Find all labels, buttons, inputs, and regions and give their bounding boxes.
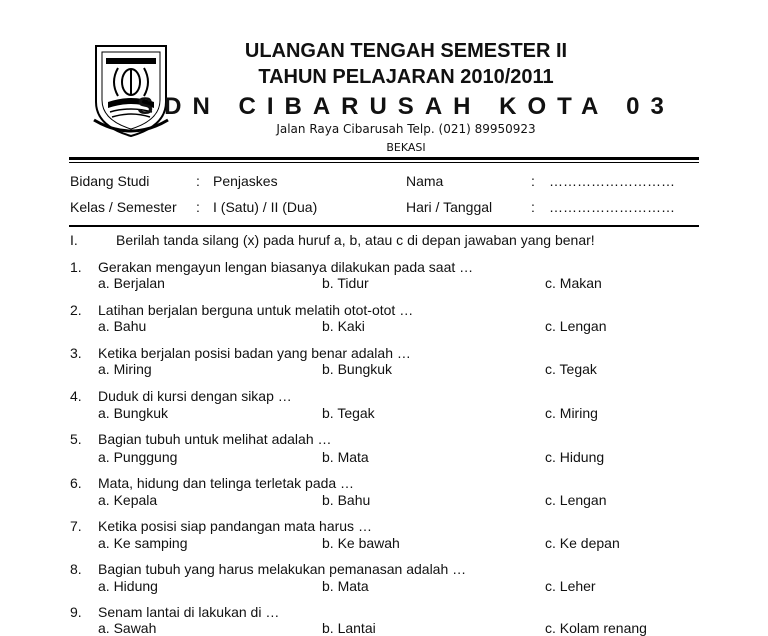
option-c: c. Lengan [545,318,607,334]
option-c: c. Miring [545,405,598,421]
option-a: a. Kepala [98,492,158,508]
question-text: Bagian tubuh untuk melihat adalah … [98,431,332,447]
question-number: 9. [70,604,82,620]
name-label: Nama [406,173,444,189]
option-c: c. Leher [545,578,596,594]
section-number: I. [70,232,78,248]
question-number: 4. [70,388,82,404]
question-text: Senam lantai di lakukan di … [98,604,280,620]
name-colon: : [531,173,535,189]
school-city: BEKASI [386,141,426,154]
subject-colon: : [196,173,200,189]
date-label: Hari / Tanggal [406,199,493,215]
option-b: b. Tegak [322,405,375,421]
option-c: c. Hidung [545,449,605,465]
option-c: c. Lengan [545,492,607,508]
option-a: a. Bahu [98,318,147,334]
question-text: Gerakan mengayun lengan biasanya dilakukan pada saat … [98,259,474,275]
question-number: 3. [70,345,82,361]
option-a: a. Hidung [98,578,158,594]
question-number: 2. [70,302,82,318]
option-c: c. Tegak [545,361,597,377]
question-text: Latihan berjalan berguna untuk melatih otot-otot … [98,302,414,318]
class-label: Kelas / Semester [70,199,177,215]
question-number: 6. [70,475,82,491]
question-number: 8. [70,561,82,577]
question-text: Mata, hidung dan telinga terletak pada … [98,475,355,491]
option-b: b. Kaki [322,318,365,334]
question-number: 5. [70,431,82,447]
option-b: b. Tidur [322,275,369,291]
class-value: I (Satu) / II (Dua) [213,199,318,215]
option-b: b. Mata [322,578,369,594]
section-instruction: Berilah tanda silang (x) pada huruf a, b, atau c di depan jawaban yang benar! [116,232,595,248]
option-a: a. Sawah [98,620,157,636]
option-b: b. Bahu [322,492,371,508]
exam-title: ULANGAN TENGAH SEMESTER II [244,40,568,62]
question-text: Bagian tubuh yang harus melakukan pemanasan adalah … [98,561,467,577]
option-c: c. Kolam renang [545,620,647,636]
school-address: Jalan Raya Cibarusah Telp. (021) 89950923 [276,122,536,136]
option-a: a. Punggung [98,449,178,465]
question-number: 7. [70,518,82,534]
subject-value: Penjaskes [213,173,278,189]
option-b: b. Ke bawah [322,535,400,551]
question-text: Ketika posisi siap pandangan mata harus … [98,518,372,534]
name-blank: ……………………… [549,173,675,189]
class-colon: : [196,199,200,215]
option-a: a. Berjalan [98,275,165,291]
school-name: SDN CIBARUSAH KOTA 03 [137,93,675,120]
info-divider [69,225,699,227]
question-number: 1. [70,259,82,275]
date-blank: ……………………… [549,199,675,215]
option-a: a. Miring [98,361,152,377]
question-text: Ketika berjalan posisi badan yang benar adalah … [98,345,411,361]
academic-year: TAHUN PELAJARAN 2010/2011 [258,66,554,88]
question-text: Duduk di kursi dengan sikap … [98,388,292,404]
option-a: a. Bungkuk [98,405,169,421]
header-divider-thick [69,157,699,160]
option-b: b. Lantai [322,620,376,636]
option-c: c. Ke depan [545,535,620,551]
option-c: c. Makan [545,275,602,291]
option-a: a. Ke samping [98,535,188,551]
date-colon: : [531,199,535,215]
option-b: b. Bungkuk [322,361,393,377]
subject-label: Bidang Studi [70,173,150,189]
option-b: b. Mata [322,449,369,465]
header-divider-thin [69,162,699,163]
